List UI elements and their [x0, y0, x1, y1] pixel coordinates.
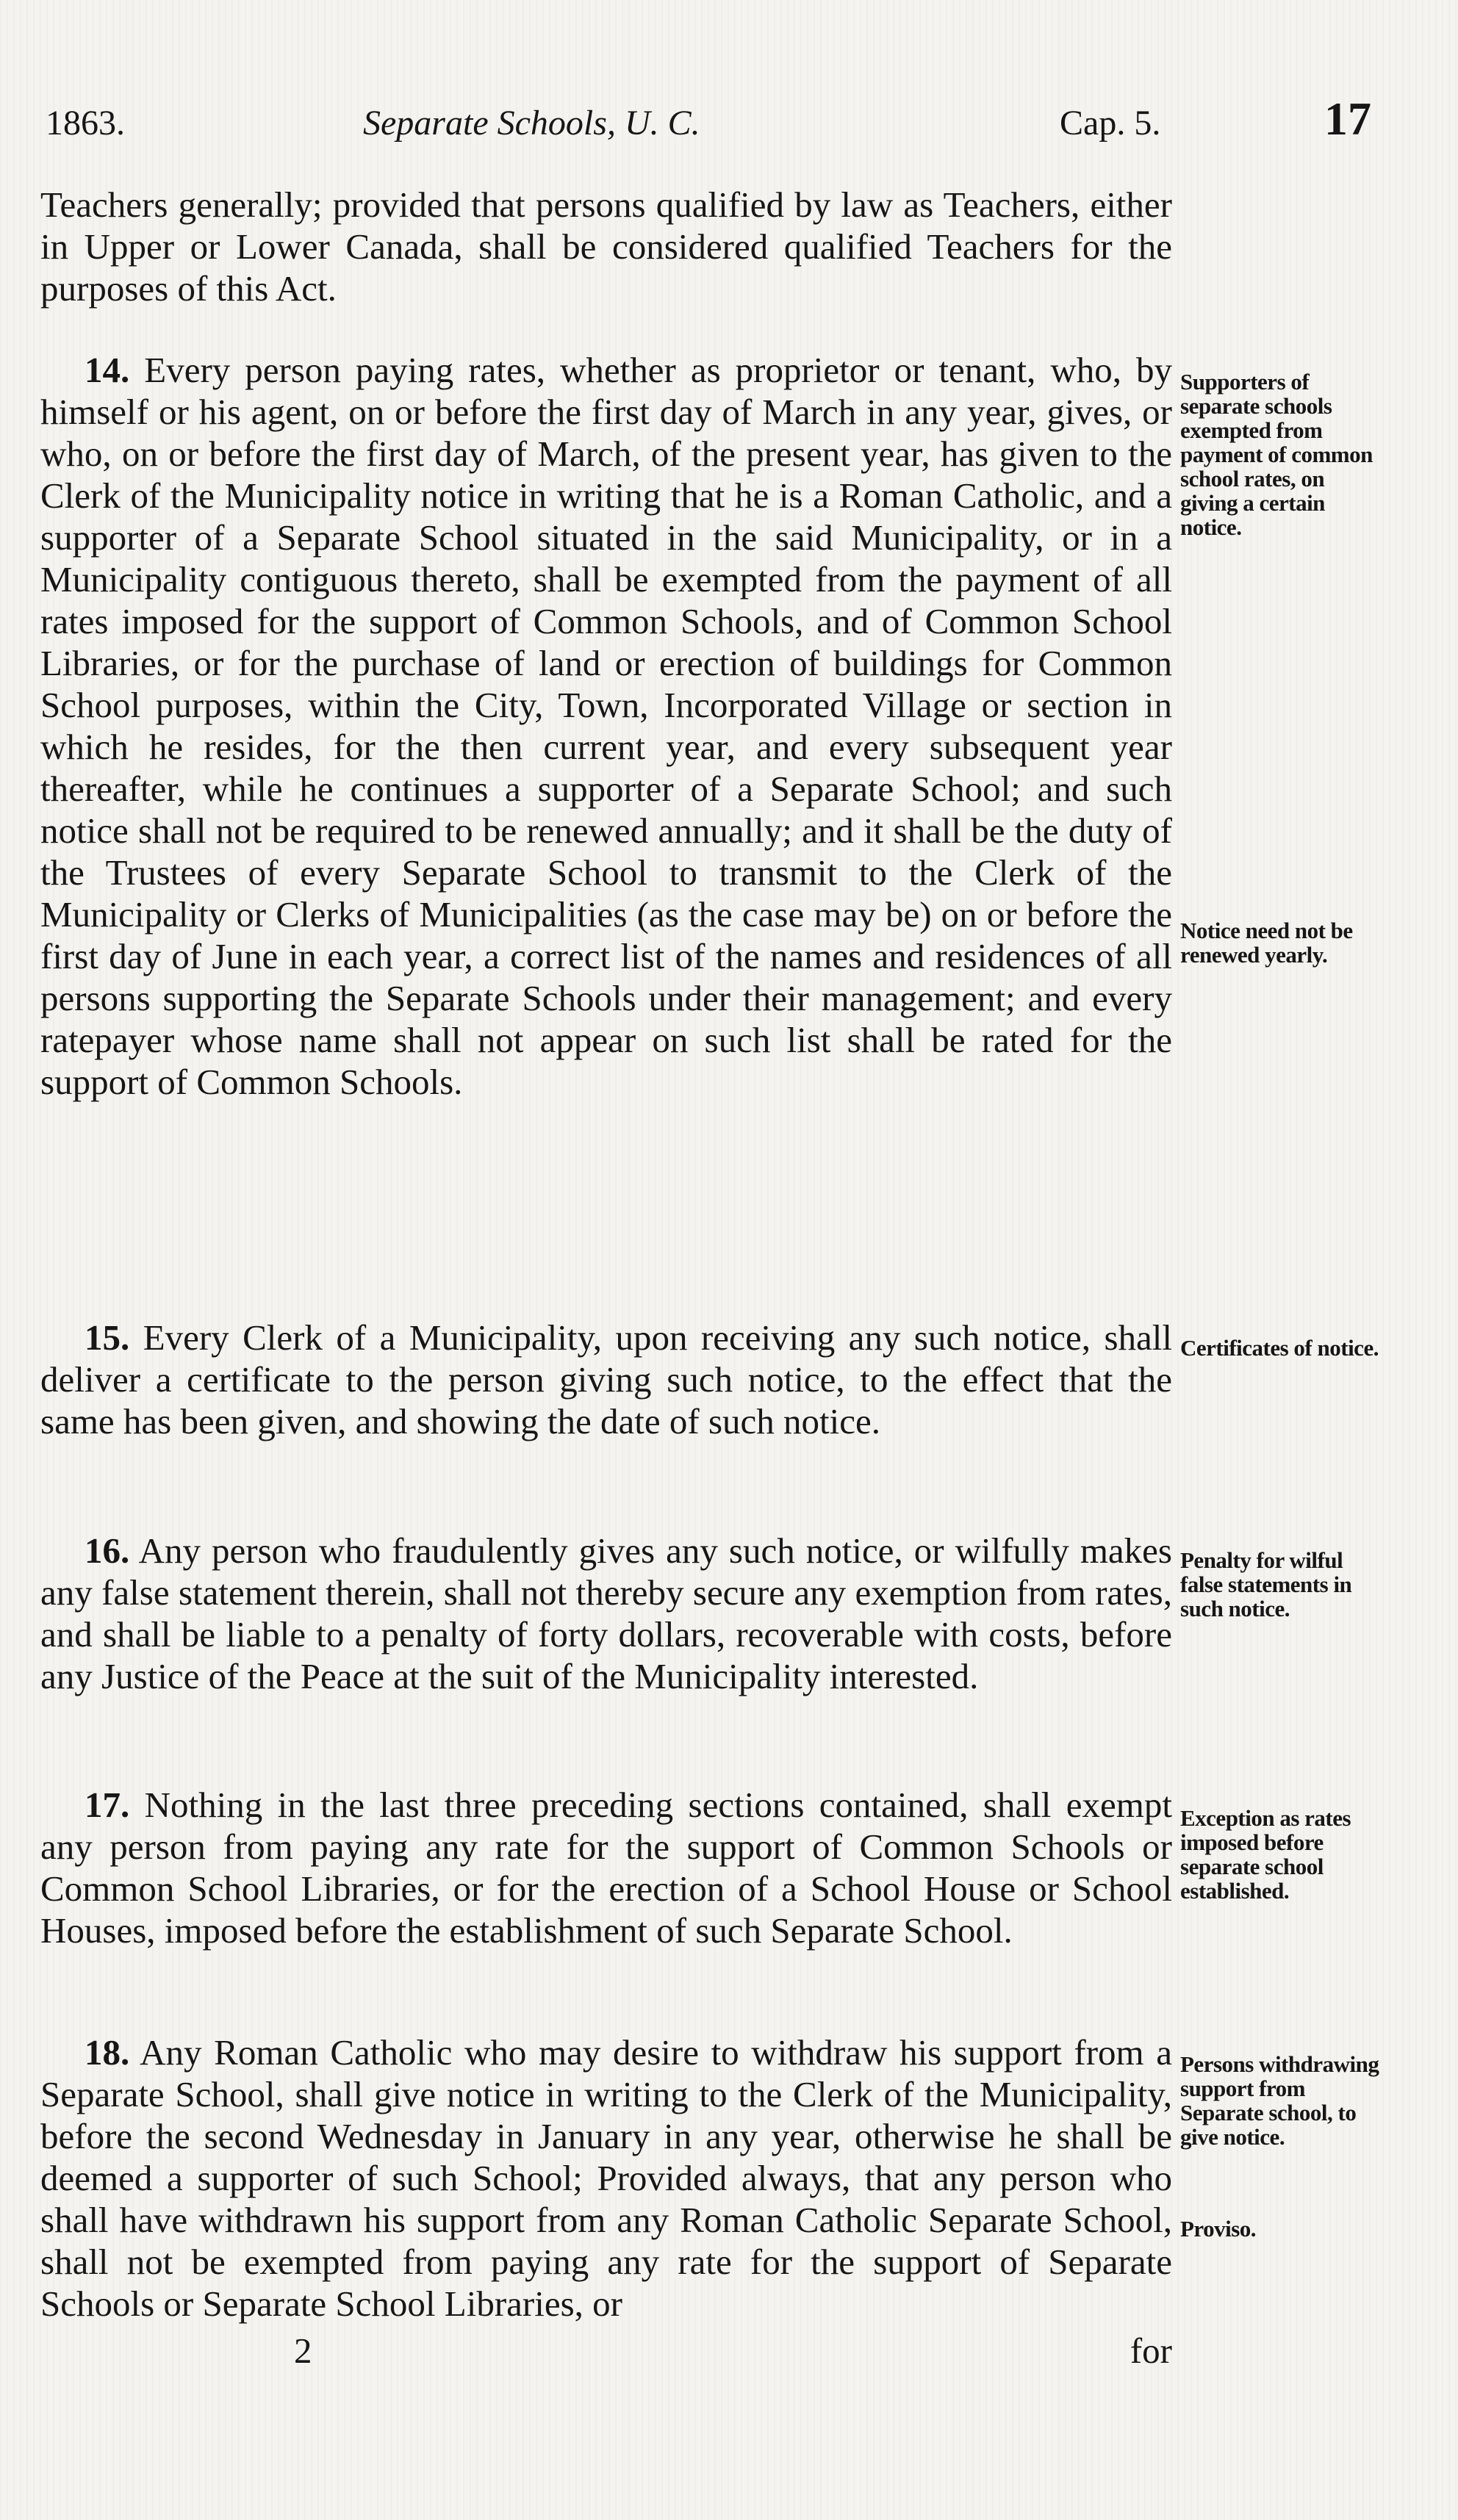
section-text: Every person paying rates, whether as proprietor or tenant, who, by himself or his agent, on or before the first day of March in any year, gives, or who, on or before the first day of March, of the present year, has given to the Clerk of the Municipality notice in writing that he is a Roman Catholic, and a supporter of a Separate School situated in the said Municipality, or in a Municipality contiguous thereto, shall be exempted from the payment of all rates imposed for the support of Common Schools, and of Common School Libraries, or for the purchase of land or erection of buildings for Common School purposes, within the City, Town, Incorporated Village or section in which he resides, for the then current year, and every subsequent year thereafter, while he continues a supporter of a Separate School; and such notice shall not be required to be renewed annually; and it shall be the duty of the Trustees of every Separate School to transmit to the Clerk of the Municipality or Clerks of Municipalities (as the case may be) on or before the first day of June in each year, a correct list of the names and residences of all persons supporting the Separate Schools under their management; and every ratepayer whose name shall not appear on such list shall be rated for the support of Common Schools. — [40, 350, 1173, 1102]
section-text: Every Clerk of a Municipality, upon receiving any such notice, shall deliver a certificate to the person giving such notice, to the effect that the same has been given, and showing the date of such notice. — [40, 1317, 1172, 1441]
running-header — [46, 94, 1383, 153]
section-number: 14. — [85, 350, 130, 390]
margin-note: Exception as rates imposed before separate school established. — [1180, 1805, 1351, 1904]
margin-note: Proviso. — [1180, 2216, 1257, 2242]
margin-note: Notice need not be renewed yearly. — [1180, 918, 1353, 968]
section-text: Nothing in the last three preceding sections contained, shall exempt any person from paying any rate for the support of Common Schools or Common School Libraries, or for the erection of a School House or School Houses, imposed before the establishment of such Separate School. — [40, 1785, 1172, 1951]
margin-note: Certificates of notice. — [1180, 1335, 1379, 1361]
section-number: 18. — [85, 2032, 130, 2073]
section-number: 17. — [85, 1785, 130, 1825]
section-18 — [40, 2031, 1172, 2325]
section-text: Any Roman Catholic who may desire to withdraw his support from a Separate School, shall give notice in writing to the Clerk of the Municipality, before the second Wednesday in January in any year, otherwise he shall be deemed a supporter of such School; Provided always, that any person who shall have withdrawn his support from any Roman Catholic Separate School, shall not be exempted from paying any rate for the support of Separate Schools or Separate School Libraries, or — [40, 2032, 1173, 2324]
signature-mark: 2 — [294, 2330, 312, 2371]
page-footer — [40, 2329, 1172, 2373]
margin-note: Persons withdrawing support from Separate school, to give notice. — [1180, 2051, 1379, 2150]
header-title: Separate Schools, U. C. — [363, 104, 700, 143]
section-15 — [40, 1317, 1172, 1442]
section-17 — [40, 1784, 1172, 1951]
section-number: 15. — [85, 1317, 130, 1358]
header-year: 1863. — [46, 104, 125, 143]
page-number: 17 — [1324, 93, 1371, 145]
section-16 — [40, 1530, 1172, 1697]
catchword: for — [1130, 2330, 1172, 2371]
header-chapter: Cap. 5. — [1060, 104, 1161, 143]
intro-text: Teachers generally; provided that persons qualified by law as Teachers, either in Upper or Lower Canada, shall be considered qualified Teachers for the purposes of this Act. — [40, 184, 1172, 309]
section-text: Any person who fraudulently gives any such notice, or wilfully makes any false statement therein, shall not thereby secure any exemption from rates, and shall be liable to a penalty of forty dollars, recoverable with costs, before any Justice of the Peace at the suit of the Municipality interested. — [40, 1530, 1172, 1696]
section-14 — [40, 349, 1172, 1103]
margin-note: Penalty for wilful false statements in such notice. — [1180, 1547, 1352, 1621]
section-number: 16. — [85, 1530, 130, 1571]
intro-paragraph — [40, 184, 1172, 309]
margin-note: Supporters of separate schools exempted from payment of common school rates, on giving a certain notice. — [1180, 369, 1373, 540]
